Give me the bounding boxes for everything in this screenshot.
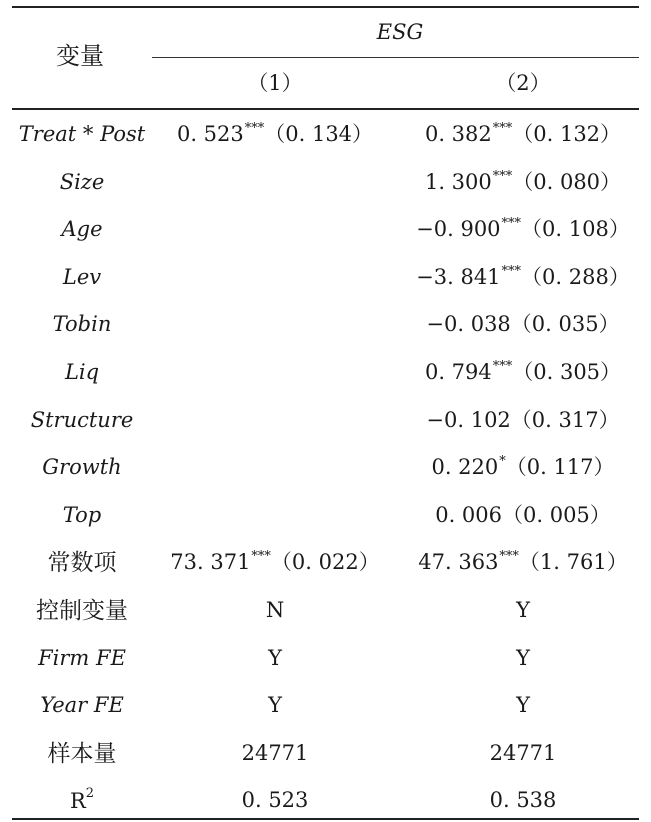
- variable-name: [61, 219, 102, 240]
- standard-error: （0. 108）: [521, 217, 630, 242]
- variable-name: [48, 552, 117, 575]
- standard-error: （0. 117）: [505, 455, 615, 480]
- top-rule: [12, 6, 639, 8]
- variable-name-text: Treat * Post: [18, 122, 146, 146]
- significance-stars: ***: [499, 549, 519, 565]
- bottom-rule: [12, 818, 639, 820]
- column-header-1: （1）: [247, 71, 303, 95]
- variable-name: [47, 740, 117, 767]
- variable-name: [59, 169, 105, 194]
- coefficient: 0. 538: [489, 788, 557, 813]
- coefficient: Y: [268, 645, 282, 670]
- variable-superscript: 2: [85, 786, 95, 802]
- coefficient: 0. 382: [424, 122, 492, 146]
- estimate-cell-2: [416, 216, 630, 242]
- coefficient: 24771: [241, 740, 309, 765]
- coefficient: 0. 523: [241, 788, 309, 813]
- standard-error: （0. 035）: [510, 312, 620, 337]
- significance-stars: ***: [492, 121, 513, 136]
- variable-name-text: 常数项: [47, 550, 117, 577]
- significance-stars: *: [499, 454, 506, 470]
- variable-name: [62, 502, 102, 527]
- variable-name: [36, 600, 128, 623]
- standard-error: （0. 317）: [510, 407, 620, 432]
- coefficient: −0. 102: [426, 407, 511, 432]
- estimate-cell-2: [516, 600, 530, 621]
- variable-name-text: Structure: [30, 407, 134, 432]
- estimate-cell-1: [268, 645, 282, 670]
- significance-stars: ***: [244, 121, 265, 136]
- standard-error: （1. 761）: [518, 550, 628, 575]
- header-rule: [12, 108, 639, 110]
- estimate-cell-2: [418, 549, 628, 575]
- variable-name: [40, 695, 124, 716]
- standard-error: （0. 288）: [521, 264, 630, 289]
- variable-name-text: R: [69, 789, 86, 814]
- header-sub-rule: [152, 57, 639, 58]
- significance-stars: ***: [492, 359, 513, 374]
- estimate-cell-1: [241, 740, 309, 765]
- standard-error: （0. 134）: [264, 122, 374, 146]
- coefficient: Y: [516, 645, 530, 670]
- coefficient: −0. 900: [416, 217, 501, 242]
- variable-name-text: Lev: [62, 264, 102, 289]
- variable-name-text: 控制变量: [36, 598, 128, 624]
- coefficient: 0. 006: [435, 502, 502, 527]
- significance-stars: ***: [251, 549, 271, 565]
- variable-header: 变量: [56, 42, 104, 70]
- estimate-cell-2: [424, 359, 622, 384]
- estimate-cell-2: [426, 407, 620, 432]
- estimate-cell-2: [424, 168, 622, 194]
- coefficient: Y: [516, 598, 530, 622]
- coefficient: 24771: [489, 740, 557, 765]
- coefficient: N: [265, 598, 285, 622]
- variable-name: [42, 457, 121, 478]
- significance-stars: ***: [492, 168, 513, 184]
- significance-stars: ***: [501, 263, 522, 279]
- estimate-cell-1: [242, 790, 309, 811]
- coefficient: 0. 523: [176, 122, 244, 146]
- standard-error: （0. 022）: [270, 550, 380, 575]
- variable-name: [38, 645, 126, 670]
- coefficient: Y: [268, 693, 282, 718]
- dependent-variable-header: ESG: [376, 20, 424, 44]
- estimate-cell-2: [490, 790, 557, 811]
- variable-name-text: Year FE: [40, 693, 124, 718]
- variable-name: [19, 124, 145, 145]
- variable-name-text: Tobin: [52, 312, 112, 337]
- variable-name-text: Size: [59, 169, 105, 194]
- coefficient: −0. 038: [426, 312, 511, 337]
- estimate-cell-2: [416, 263, 630, 289]
- standard-error: （0. 005）: [502, 502, 611, 527]
- variable-name: [69, 786, 95, 814]
- estimate-cell-1: [268, 695, 282, 716]
- estimate-cell-2: [431, 454, 615, 480]
- standard-error: （0. 132）: [512, 122, 622, 146]
- coefficient: 73. 371: [170, 550, 251, 575]
- estimate-cell-2: [516, 695, 530, 716]
- estimate-cell-1: [176, 121, 374, 146]
- variable-name: [65, 362, 99, 383]
- variable-name-text: 样本量: [47, 740, 117, 767]
- standard-error: （0. 305）: [512, 360, 622, 384]
- variable-name-text: Liq: [64, 360, 100, 384]
- variable-name: [62, 264, 102, 289]
- variable-name-text: Age: [61, 217, 103, 242]
- coefficient: −3. 841: [416, 264, 501, 289]
- coefficient: 1. 300: [424, 169, 492, 194]
- coefficient: 47. 363: [418, 550, 499, 575]
- estimate-cell-2: [516, 645, 530, 670]
- variable-name: [30, 407, 134, 432]
- column-header-2: （2）: [495, 71, 551, 95]
- estimate-cell-2: [489, 740, 557, 765]
- estimate-cell-1: [266, 600, 284, 621]
- estimate-cell-2: [424, 121, 622, 146]
- variable-name-text: Firm FE: [38, 645, 126, 670]
- estimate-cell-1: [170, 549, 380, 575]
- coefficient: 0. 220: [431, 455, 499, 480]
- standard-error: （0. 080）: [512, 169, 622, 194]
- significance-stars: ***: [501, 216, 522, 232]
- variable-name-text: Growth: [42, 455, 122, 480]
- variable-name-text: Top: [62, 502, 102, 527]
- estimate-cell-2: [426, 314, 619, 335]
- coefficient: Y: [516, 693, 530, 718]
- coefficient: 0. 794: [424, 360, 492, 384]
- estimate-cell-2: [435, 502, 611, 527]
- variable-name: [53, 314, 112, 335]
